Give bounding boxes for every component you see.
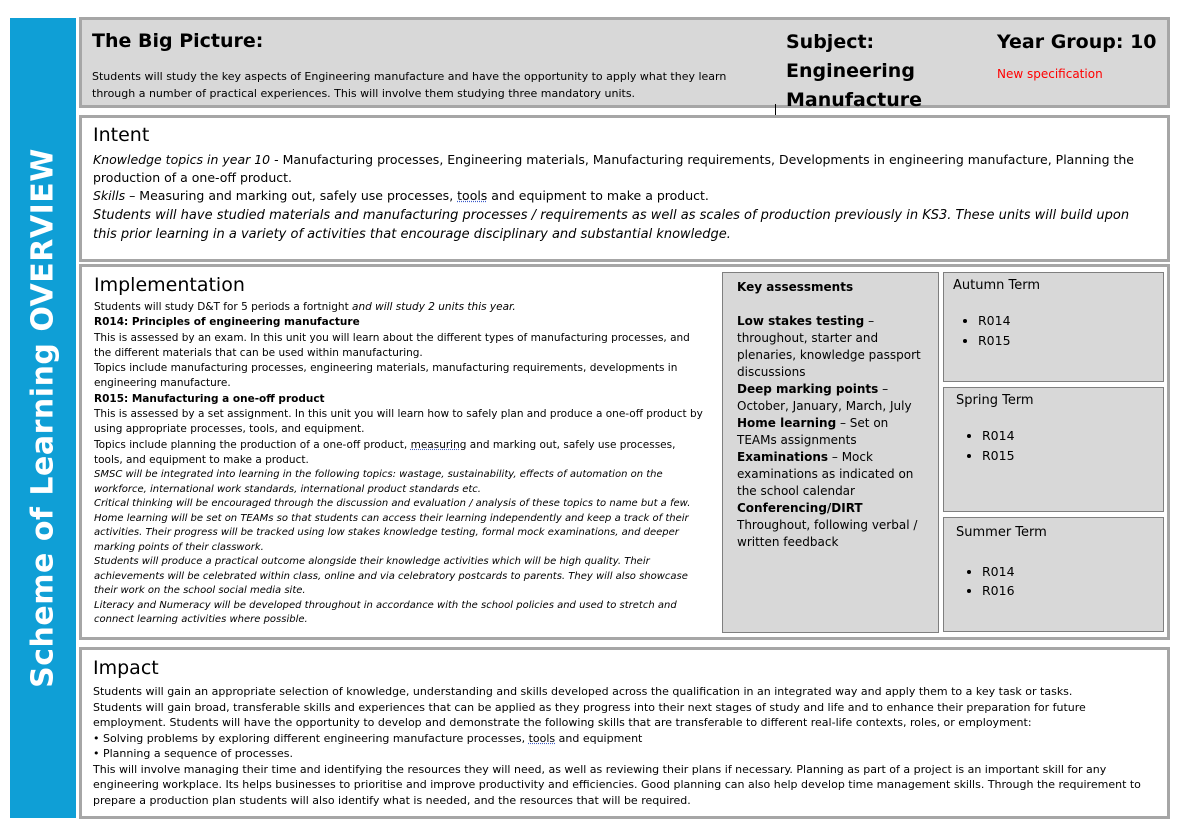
low-stakes-text: – throughout, starter and plenaries, knowledge passport discussions (737, 314, 921, 379)
impact-text-2: Students will gain broad, transferable skills and experiences that can be applied as they progress into their next stages of study and life and to enhance their preparation for future employment. Students will have the opportunity to develop and demonstrate the following skills that are transferable to different real-life contexts, roles, or employment: (93, 700, 1086, 729)
literacy-numeracy-text: Literacy and Numeracy will be developed throughout in accordance with the school policies and used to stretch and connect learning activities where possible. (94, 599, 677, 626)
list-item: • R014 (982, 426, 1015, 446)
autumn-term-list (958, 311, 1011, 351)
conferencing-label: Conferencing/DIRT (737, 501, 863, 515)
list-item: • R015 (982, 446, 1015, 466)
impact-body (93, 684, 1155, 808)
impact-text-3: This will involve managing their time and identifying the resources they will need, as well as reviewing their plans if necessary. Planning as part of a project is an important skill for any engineering workplace. Its helps businesses to prioritise and improve productivity and efficiencies. Good planning can also help develop time management skills. Through the requirement to prepare a production plan students will also identify what is needed, and the resources that will be required. (93, 762, 1141, 807)
big-picture-text: Students will study the key aspects of Engineering manufacture and have the opportunity to apply what they learn through a number of practical experiences. This will involve them studying three mandatory units. (92, 70, 727, 100)
impl-intro-italic: and will study 2 units this year. (352, 301, 516, 313)
impact-bullet-1-post: and equipment (555, 731, 643, 745)
skills-label: Skills (93, 188, 126, 203)
home-learning-text: Home learning will be set on TEAMs so that students can access their learning independently and keep a track of their activities. Their progress will be tracked using low stakes knowledge testing, formal mock examinations, and deeper marking points of their classwork. (94, 512, 689, 553)
impact-bullet-1-pre: • Solving problems by exploring different engineering manufacture processes, (93, 731, 529, 745)
intent-body (93, 151, 1153, 244)
r015-text-2 (94, 438, 704, 469)
implementation-body (94, 300, 704, 628)
deep-marking-label: Deep marking points (737, 382, 879, 396)
practical-outcome-text: Students will produce a practical outcome alongside their knowledge activities which will be high quality. Their achievements will be celebrated within class, online and via celebratory postcards to parents. They will also showcase their work on the school social media site. (94, 556, 688, 597)
sidebar-title: Scheme of Learning OVERVIEW (25, 148, 61, 688)
skills-text: – Measuring and marking out, safely use processes, (125, 188, 458, 203)
knowledge-line (93, 151, 1153, 187)
subject-label: Subject: Engineering Manufacture (786, 31, 922, 111)
list-item: • R015 (978, 331, 1011, 351)
knowledge-text: - Manufacturing processes, Engineering materials, Manufacturing requirements, Developments in engineering manufacture, Planning the production of a one-off product. (93, 152, 1134, 185)
low-stakes-label: Low stakes testing (737, 314, 865, 328)
summer-term-list (962, 562, 1015, 600)
r015-text-1: This is assessed by a set assignment. In this unit you will learn how to safely plan and produce a one-off product by using appropriate processes, tools, and equipment. (94, 408, 703, 436)
examinations-item (737, 449, 924, 500)
spring-term-box (943, 387, 1164, 512)
impact-bullet-2: • Planning a sequence of processes. (93, 747, 293, 760)
deep-marking-item (737, 381, 924, 415)
intent-panel (79, 115, 1170, 262)
prior-learning-italic: Students will have studied materials and manufacturing processes / requirements as well as scales of production previously in KS3. These units will build upon this prior learning in a variety of activities that encourage disciplinary and substantial knowledge. (93, 208, 1130, 242)
home-learning-item (737, 415, 924, 449)
skills-line (93, 187, 1153, 205)
key-assessments-box (722, 272, 939, 633)
knowledge-label: Knowledge topics in year 10 (93, 152, 271, 167)
impact-title: Impact (93, 657, 159, 679)
skills-text-end: and equipment to make a product. (487, 188, 709, 203)
r014-text-2: Topics include manufacturing processes, engineering materials, manufacturing requirements, developments in engineering manufacture. (94, 362, 678, 390)
r014-heading: R014: Principles of engineering manufacture (94, 316, 360, 329)
impl-intro-plain: Students will study D&T for 5 periods a fortnight (94, 301, 353, 313)
r015-heading: R015: Manufacturing a one-off product (94, 392, 325, 405)
list-item: • R016 (982, 581, 1015, 600)
r014-text-1: This is assessed by an exam. In this unit you will learn about the different types of manufacturing processes, and the different materials that can be used within manufacturing. (94, 331, 690, 359)
home-learning-ka-text: – Set on TEAMs assignments (737, 416, 889, 447)
autumn-term-title: Autumn Term (953, 278, 1041, 293)
list-item: • R014 (982, 562, 1015, 581)
skills-tools-word: tools (457, 188, 488, 203)
smsc-text: SMSC will be integrated into learning in the following topics: wastage, sustainability, effects of automation on the workforce, international work standards, international product standards etc. (94, 469, 663, 495)
year-group-label: Year Group: 10 (997, 31, 1157, 53)
measuring-word: measuring (410, 438, 467, 451)
examinations-text: – Mock examinations as indicated on the school calendar (737, 450, 914, 498)
summer-term-title: Summer Term (956, 525, 1047, 540)
summer-term-box (943, 517, 1164, 632)
conferencing-text: Throughout, following verbal / written feedback (737, 518, 918, 549)
sidebar-banner (10, 18, 76, 818)
big-picture-panel (79, 17, 1170, 111)
critical-thinking-text: Critical thinking will be encouraged through the discussion and evaluation / analysis of these topics to name but a few. (94, 498, 691, 510)
key-assessments-title: Key assessments (737, 280, 854, 294)
r015-text-2-pre: Topics include planning the production of a one-off product, (94, 438, 411, 451)
impact-panel (79, 647, 1170, 819)
intent-title: Intent (93, 124, 150, 146)
impl-intro (94, 300, 704, 315)
home-learning-label: Home learning (737, 416, 837, 430)
specification-note: New specification (997, 67, 1103, 81)
impact-tools-word: tools (528, 731, 556, 745)
list-item: • R014 (978, 311, 1011, 331)
low-stakes-item (737, 313, 924, 381)
prior-learning-text (93, 206, 1153, 244)
r015-text-2-post: and marking out, safely use processes, tools, and equipment to make a product. (94, 438, 676, 466)
impact-text-1: Students will gain an appropriate selection of knowledge, understanding and skills developed across the qualification in an integrated way and apply them to a key task or tasks. (93, 685, 1073, 698)
big-picture-title: The Big Picture: (92, 30, 264, 52)
implementation-title: Implementation (94, 274, 245, 296)
impact-bullet-1 (93, 731, 1155, 747)
examinations-label: Examinations (737, 450, 829, 464)
deep-marking-text: – October, January, March, July (737, 382, 912, 413)
autumn-term-box (943, 272, 1164, 382)
spring-term-title: Spring Term (956, 393, 1034, 408)
spring-term-list (962, 426, 1015, 466)
